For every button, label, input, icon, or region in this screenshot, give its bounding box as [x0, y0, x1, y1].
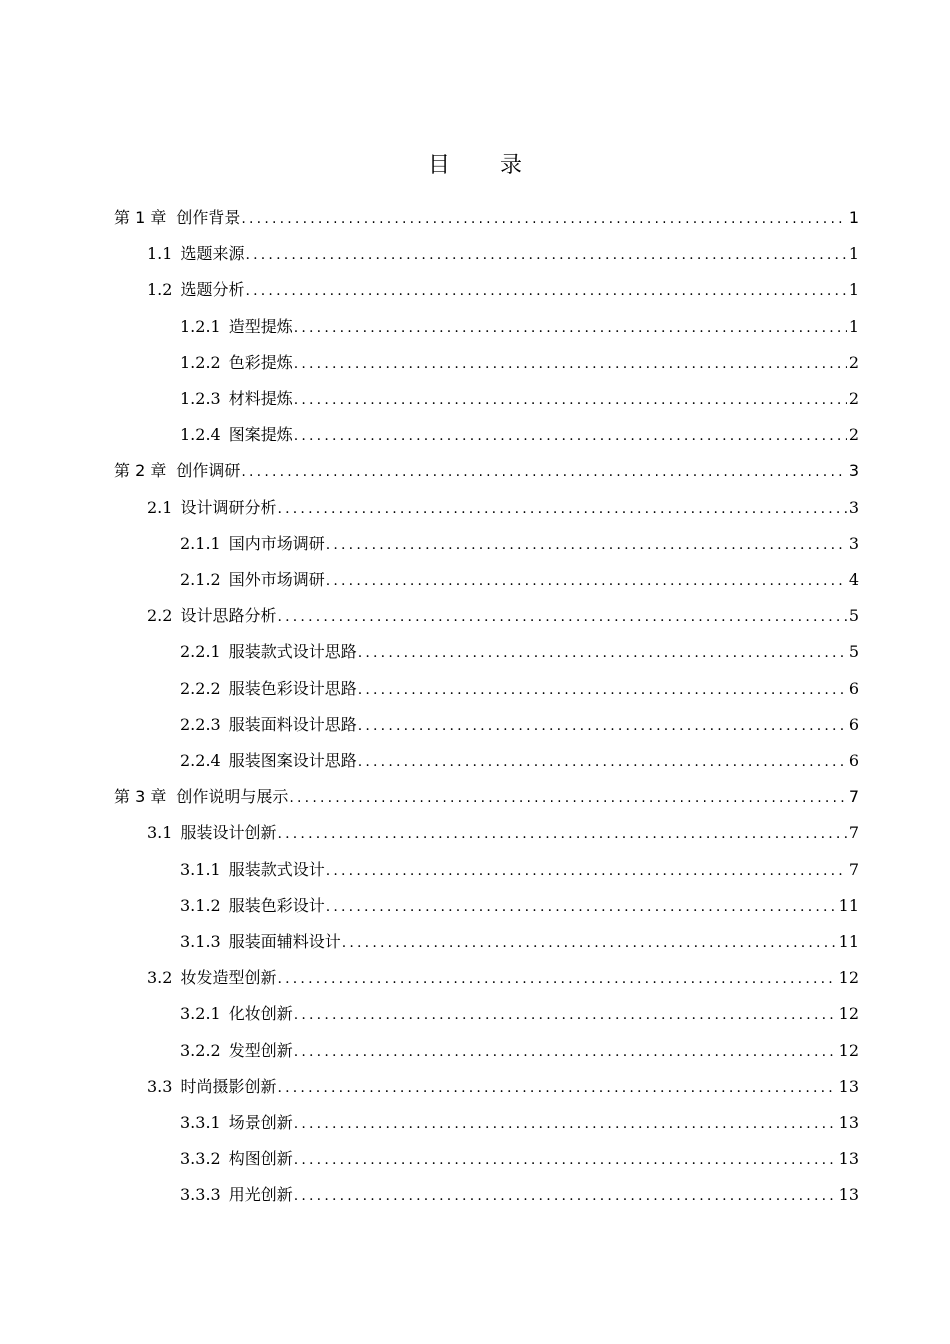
- toc-page-number: 7: [848, 787, 859, 806]
- toc-entry-number: 3.2.2: [180, 1041, 221, 1060]
- toc-entry-number: 2.1: [147, 498, 173, 517]
- toc-entry-label: [180, 568, 325, 592]
- toc-entry-title: 色彩提炼: [228, 353, 293, 372]
- toc-entry-label: [180, 423, 293, 447]
- toc-entry-number: 1.2.3: [180, 389, 221, 408]
- toc-entry[interactable]: [180, 677, 859, 701]
- toc-entry-label: [147, 821, 276, 845]
- toc-page-number: 13: [838, 1185, 859, 1204]
- toc-entry-number: 3.3.1: [180, 1113, 221, 1132]
- toc-leader-dots: [294, 1112, 837, 1136]
- toc-leader-dots: [294, 388, 847, 412]
- toc-entry[interactable]: [147, 966, 859, 990]
- toc-leader-dots: [245, 279, 846, 303]
- toc-leader-dots: [326, 569, 847, 593]
- toc-entry[interactable]: [147, 1075, 859, 1099]
- toc-entry-number: 1.1: [147, 244, 173, 263]
- toc-page-number: 6: [848, 715, 859, 734]
- toc-page-number: 12: [838, 1004, 859, 1023]
- toc-page-number: 1: [848, 244, 859, 263]
- toc-entry-number: 3.1: [147, 823, 173, 842]
- toc-entry-title: 造型提炼: [228, 317, 293, 336]
- toc-entry[interactable]: [114, 785, 859, 809]
- toc-entry-number: 2.2.1: [180, 642, 221, 661]
- toc-entry-label: [180, 315, 293, 339]
- toc-entry-title: 妆发造型创新: [180, 968, 277, 987]
- toc-entry[interactable]: [180, 1183, 859, 1207]
- toc-entry-label: [147, 604, 276, 628]
- toc-entry-title: 服装设计创新: [180, 823, 277, 842]
- toc-entry-title: 服装面辅料设计: [228, 932, 341, 951]
- toc-entry-label: [147, 496, 276, 520]
- toc-entry-title: 创作说明与展示: [176, 787, 289, 806]
- toc-leader-dots: [326, 533, 847, 557]
- toc-entry-number: 2.1.2: [180, 570, 221, 589]
- toc-entry-label: [114, 459, 240, 483]
- toc-entry-label: [147, 278, 244, 302]
- toc-entry-title: 设计思路分析: [180, 606, 277, 625]
- toc-entry-label: [180, 930, 341, 954]
- toc-leader-dots: [241, 207, 846, 231]
- toc-leader-dots: [294, 1003, 837, 1027]
- toc-entry[interactable]: [180, 1039, 859, 1063]
- toc-entry-number: 3.3.3: [180, 1185, 221, 1204]
- toc-entry-title: 服装色彩设计: [228, 896, 325, 915]
- toc-entry[interactable]: [180, 387, 859, 411]
- toc-page-number: 11: [838, 932, 859, 951]
- page-title: [0, 148, 950, 179]
- toc-entry-title: 服装图案设计思路: [228, 751, 357, 770]
- toc-leader-dots: [358, 641, 847, 665]
- toc-entry[interactable]: [180, 930, 859, 954]
- toc-page-number: 13: [838, 1077, 859, 1096]
- toc-entry-title: 场景创新: [228, 1113, 293, 1132]
- toc-entry[interactable]: [147, 278, 859, 302]
- title-char-2: 录: [500, 153, 523, 178]
- toc-entry[interactable]: [180, 640, 859, 664]
- toc-entry-number: 1.2.2: [180, 353, 221, 372]
- toc-entry-label: [180, 1183, 293, 1207]
- toc-leader-dots: [326, 859, 847, 883]
- toc-entry-number: 2.2: [147, 606, 173, 625]
- toc-entry-number: 3.2: [147, 968, 173, 987]
- toc-entry-number: 2.2.3: [180, 715, 221, 734]
- toc-page-number: 3: [848, 534, 859, 553]
- toc-leader-dots: [289, 786, 846, 810]
- toc-entry-number: 第 3 章: [114, 787, 167, 806]
- toc-leader-dots: [358, 678, 847, 702]
- toc-entry[interactable]: [114, 206, 859, 230]
- toc-entry[interactable]: [147, 604, 859, 628]
- toc-entry-label: [180, 713, 357, 737]
- toc-entry-label: [180, 1147, 293, 1171]
- toc-leader-dots: [326, 895, 837, 919]
- toc-entry[interactable]: [180, 858, 859, 882]
- toc-entry-label: [180, 1039, 293, 1063]
- toc-entry[interactable]: [114, 459, 859, 483]
- toc-entry-title: 创作背景: [176, 208, 241, 227]
- toc-leader-dots: [294, 352, 847, 376]
- toc-entry-label: [180, 532, 325, 556]
- toc-page-number: 5: [848, 606, 859, 625]
- toc-entry-label: [147, 1075, 276, 1099]
- toc-page-number: 7: [848, 823, 859, 842]
- toc-page-number: 3: [848, 461, 859, 480]
- toc-entry-number: 3.1.2: [180, 896, 221, 915]
- toc-entry[interactable]: [180, 532, 859, 556]
- toc-leader-dots: [294, 316, 847, 340]
- toc-leader-dots: [277, 497, 846, 521]
- toc-entry-number: 3.3.2: [180, 1149, 221, 1168]
- toc-entry-number: 3.2.1: [180, 1004, 221, 1023]
- toc-entry[interactable]: [180, 315, 859, 339]
- toc-entry-label: [180, 749, 357, 773]
- toc-entry[interactable]: [147, 242, 859, 266]
- toc-entry-title: 时尚摄影创新: [180, 1077, 277, 1096]
- toc-entry[interactable]: [180, 1147, 859, 1171]
- toc-entry-number: 1.2.4: [180, 425, 221, 444]
- toc-leader-dots: [342, 931, 837, 955]
- toc-entry-title: 创作调研: [176, 461, 241, 480]
- toc-entry-label: [180, 387, 293, 411]
- toc-entry-title: 服装色彩设计思路: [228, 679, 357, 698]
- toc-entry-title: 用光创新: [228, 1185, 293, 1204]
- toc-entry-number: 2.2.4: [180, 751, 221, 770]
- toc-entry[interactable]: [180, 568, 859, 592]
- title-char-1: 目: [427, 153, 450, 178]
- toc-page-number: 2: [848, 425, 859, 444]
- toc-leader-dots: [241, 460, 846, 484]
- toc-page-number: 6: [848, 751, 859, 770]
- toc-entry-title: 国内市场调研: [228, 534, 325, 553]
- toc-entry[interactable]: [180, 1111, 859, 1135]
- toc-entry-label: [180, 640, 357, 664]
- toc-entry-label: [147, 242, 244, 266]
- toc-entry[interactable]: [147, 496, 859, 520]
- toc-entry-number: 1.2.1: [180, 317, 221, 336]
- toc-page-number: 12: [838, 1041, 859, 1060]
- toc-leader-dots: [294, 424, 847, 448]
- toc-leader-dots: [294, 1148, 837, 1172]
- toc-page-number: 1: [848, 208, 859, 227]
- toc-leader-dots: [277, 605, 846, 629]
- toc-leader-dots: [277, 822, 846, 846]
- toc-entry-title: 服装款式设计思路: [228, 642, 357, 661]
- toc-entry-title: 选题分析: [180, 280, 245, 299]
- toc-page-number: 12: [838, 968, 859, 987]
- toc-entry-number: 2.1.1: [180, 534, 221, 553]
- toc-entry-label: [114, 206, 240, 230]
- toc-page-number: 13: [838, 1149, 859, 1168]
- toc-entry[interactable]: [180, 713, 859, 737]
- toc-page-number: 1: [848, 317, 859, 336]
- toc-entry-label: [180, 858, 325, 882]
- toc-entry[interactable]: [147, 821, 859, 845]
- toc-entry-title: 发型创新: [228, 1041, 293, 1060]
- toc-page-number: 7: [848, 860, 859, 879]
- toc-entry-label: [180, 677, 357, 701]
- toc-entry-title: 材料提炼: [228, 389, 293, 408]
- toc-leader-dots: [294, 1040, 837, 1064]
- toc-entry-title: 服装款式设计: [228, 860, 325, 879]
- toc-page-number: 5: [848, 642, 859, 661]
- toc-entry-title: 设计调研分析: [180, 498, 277, 517]
- toc-entry-label: [180, 1111, 293, 1135]
- toc-entry-title: 构图创新: [228, 1149, 293, 1168]
- toc-entry-title: 图案提炼: [228, 425, 293, 444]
- toc-entry-title: 服装面料设计思路: [228, 715, 357, 734]
- toc-entry[interactable]: [180, 351, 859, 375]
- toc-entry-label: [180, 1002, 293, 1026]
- toc-entry-number: 3.3: [147, 1077, 173, 1096]
- toc-leader-dots: [358, 714, 847, 738]
- toc-entry-number: 第 1 章: [114, 208, 167, 227]
- toc-entry[interactable]: [180, 749, 859, 773]
- toc-leader-dots: [358, 750, 847, 774]
- toc-entry-number: 1.2: [147, 280, 173, 299]
- toc-leader-dots: [277, 1076, 836, 1100]
- toc-entry-number: 3.1.1: [180, 860, 221, 879]
- toc-page-number: 1: [848, 280, 859, 299]
- toc-page-number: 6: [848, 679, 859, 698]
- toc-entry[interactable]: [180, 1002, 859, 1026]
- toc-entry[interactable]: [180, 894, 859, 918]
- toc-page-number: 13: [838, 1113, 859, 1132]
- toc-leader-dots: [277, 967, 836, 991]
- toc-entry-label: [147, 966, 276, 990]
- toc-entry-title: 选题来源: [180, 244, 245, 263]
- toc-page-number: 3: [848, 498, 859, 517]
- toc-entry-number: 3.1.3: [180, 932, 221, 951]
- toc-page-number: 2: [848, 389, 859, 408]
- toc-leader-dots: [245, 243, 846, 267]
- toc-page-number: 4: [848, 570, 859, 589]
- toc-entry-number: 第 2 章: [114, 461, 167, 480]
- toc-page-number: 2: [848, 353, 859, 372]
- toc-entry-number: 2.2.2: [180, 679, 221, 698]
- toc-entry[interactable]: [180, 423, 859, 447]
- toc-leader-dots: [294, 1184, 837, 1208]
- toc-entry-title: 化妆创新: [228, 1004, 293, 1023]
- toc-entry-label: [180, 894, 325, 918]
- toc-entry-title: 国外市场调研: [228, 570, 325, 589]
- toc-page-number: 11: [838, 896, 859, 915]
- toc-entry-label: [114, 785, 288, 809]
- toc-entry-label: [180, 351, 293, 375]
